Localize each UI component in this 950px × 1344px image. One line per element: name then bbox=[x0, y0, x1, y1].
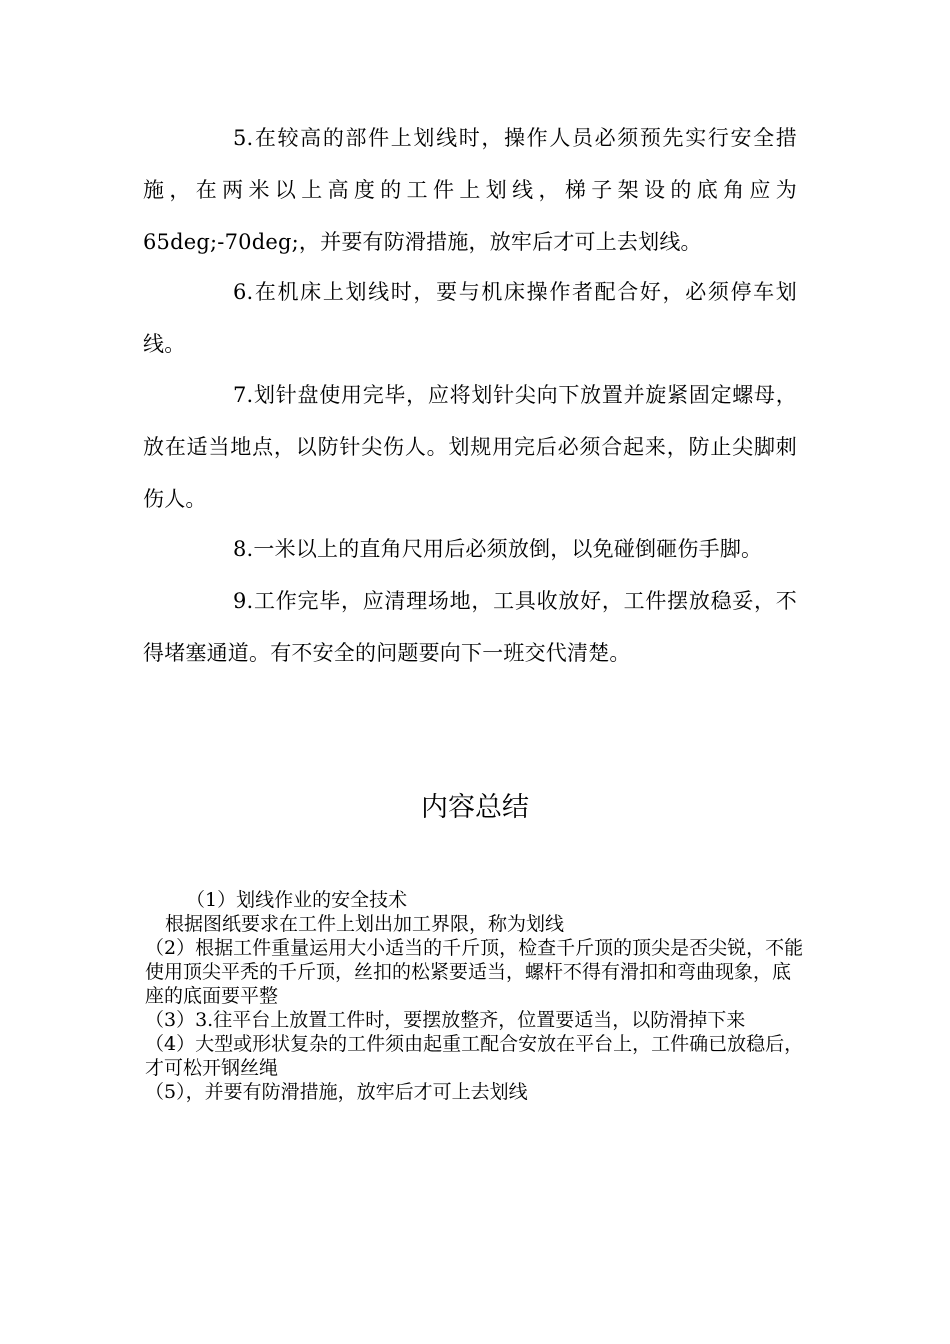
summary-definition: 根据图纸要求在工件上划出加工界限，称为划线 bbox=[165, 913, 565, 935]
summary-item: （2）根据工件重量运用大小适当的千斤顶，检查千斤顶的顶尖是否尖锐，不能使用顶尖平秃的千斤顶，丝扣的松紧要适当，螺杆不得有滑扣和弯曲现象，底座的底面要平整 bbox=[145, 937, 804, 1007]
paragraph-item-9: 9.工作完毕，应清理场地，工具收放好，工件摆放稳妥，不得堵塞通道。有不安全的问题要向下一班交代清楚。 bbox=[143, 589, 797, 665]
paragraph-item-5: 5.在较高的部件上划线时，操作人员必须预先实行安全措施，在两米以上高度的工件上划线，梯子架设的底角应为65deg;-70deg;，并要有防滑措施，放牢后才可上去划线。 bbox=[143, 126, 797, 254]
paragraph-item-7: 7.划针盘使用完毕，应将划针尖向下放置并旋紧固定螺母，放在适当地点，以防针尖伤人。划规用完后必须合起来，防止尖脚刺伤人。 bbox=[143, 383, 797, 511]
paragraph-item-8: 8.一米以上的直角尺用后必须放倒，以免碰倒砸伤手脚。 bbox=[233, 537, 763, 561]
summary-section bbox=[145, 888, 805, 1104]
summary-title: 内容总结 bbox=[421, 792, 529, 823]
summary-item: （3）3.往平台上放置工件时，要摆放整齐，位置要适当，以防滑掉下来 bbox=[145, 1009, 746, 1031]
summary-item: （4）大型或形状复杂的工件须由起重工配合安放在平台上，工件确已放稳后，才可松开钢丝绳 bbox=[145, 1033, 804, 1079]
summary-item: （5），并要有防滑措施，放牢后才可上去划线 bbox=[145, 1081, 528, 1103]
paragraph-item-6: 6.在机床上划线时，要与机床操作者配合好，必须停车划线。 bbox=[143, 280, 797, 356]
summary-heading: （1）划线作业的安全技术 bbox=[186, 889, 408, 911]
